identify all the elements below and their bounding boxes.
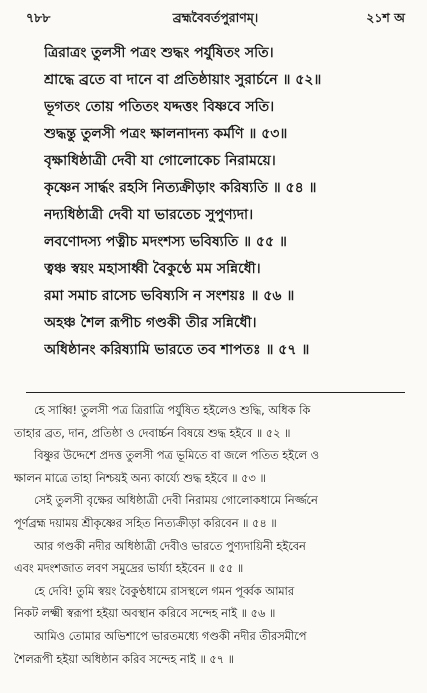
commentary-line: তাহার ব্রত, দান, প্রতিষ্ঠা ও দেবার্চ্চন বিষয়ে শুদ্ধ হইবে ॥ ৫২ ॥ [14, 426, 291, 440]
verse-line: রমা সমাচ রাসেচ ভবিষ্যসি ন সংশয়ঃ ॥ ৫৬ ॥ [44, 288, 295, 304]
verse-line: ত্বঞ্চ স্বয়ং মহাসাধ্বী বৈকুণ্ঠে মম সন্নিধৌ। [44, 261, 261, 277]
commentary-line: নিকট লক্ষ্মী স্বরূপা হইয়া অবস্থান করিবে সন্দেহ নাই ॥ ৫৬ ॥ [14, 607, 276, 621]
commentary-line: আর গণ্ডকী নদীর অধিষ্ঠাত্রী দেবীও ভারতে পুণ্যদায়িনী হইবেন [34, 539, 306, 553]
verse-line: লবণোদস্য পত্নীচ মদংশস্য ভবিষ্যতি ॥ ৫৫ ॥ [44, 234, 287, 250]
verse-line: ত্রিরাত্রং তুলসী পত্রং শুদ্ধং পর্যুষিতং সতি। [44, 45, 274, 61]
commentary-line: শৈলরূপী হইয়া অধিষ্ঠান করিব সন্দেহ নাই ॥ ৫৭ ॥ [14, 652, 234, 666]
commentary-line: হে দেবি! তুমি স্বয়ং বৈকুণ্ঠধামে রাসস্থলে গমন পূর্ব্বক আমার [34, 584, 295, 598]
running-title: ব্রহ্মবৈবর্তপুরাণম্‌। [172, 10, 259, 25]
commentary-line: পূর্ণব্রহ্ম দয়াময় শ্রীকৃষ্ণের সহিত নিত্যক্রীড়া করিবেন ॥ ৫৪ ॥ [14, 516, 277, 530]
commentary-line: হে সাধ্বি! তুলসী পত্র ত্রিরাত্রি পর্যুষিত হইলেও শুদ্ধি, অধিক কি [34, 404, 311, 417]
commentary-line: বিষ্ণুর উদ্দেশে প্রদত্ত তুলসী পত্র ভূমিতে বা জলে পতিত হইলে ও [34, 449, 319, 463]
chapter-label: ২১শ অ [366, 10, 405, 25]
page-header [26, 10, 405, 30]
verse-line: নদ্যধিষ্ঠাত্রী দেবী যা ভারতেচ সুপুণ্যদা। [44, 207, 254, 223]
verse-block [44, 40, 413, 364]
commentary-line: আমিও তোমার অভিশাপে ভারতমধ্যে গণ্ডকী নদীর তীরসমীপে [34, 629, 307, 643]
verse-line: শুদ্ধন্তু তুলসী পত্রং ক্ষালনাদন্য কর্মণি ॥ ৫৩॥ [44, 126, 288, 142]
page-number: ৭৮৮ [26, 10, 51, 25]
verse-line: অধিষ্ঠানং করিষ্যামি ভারতে তব শাপতঃ ॥ ৫৭ ॥ [44, 342, 310, 358]
verse-line: ভূগতং তোয় পতিতং যদ্দত্তং বিষ্ণবে সতি। [44, 99, 275, 115]
verse-line: অহঞ্চ শৈল রূপীচ গণ্ডকী তীর সন্নিধৌ। [44, 315, 257, 331]
verse-line: কৃষ্ণেন সার্দ্ধং রহসি নিত্যক্রীড়াং করিষ্যতি ॥ ৫৪ ॥ [44, 180, 317, 196]
section-divider [26, 392, 405, 393]
verse-line: শ্রাদ্ধে ব্রতে বা দানে বা প্রতিষ্ঠায়াং সুরার্চনে ॥ ৫২॥ [44, 72, 322, 88]
commentary-block [14, 400, 415, 671]
verse-line: বৃক্ষাধিষ্ঠাত্রী দেবী যা গোলোকেচ নিরাময়ে। [44, 153, 276, 169]
commentary-line: সেই তুলসী বৃক্ষের অধিষ্ঠাত্রী দেবী নিরাময় গোলোকধামে নির্জ্জনে [34, 494, 318, 508]
commentary-line: এবং মদংশজাত লবণ সমুদ্রের ভার্য্যা হইবেন ॥ ৫৫ ॥ [14, 562, 244, 576]
commentary-line: ক্ষালন মাত্রে তাহা নিশ্চয়ই অন্য কার্য্যে শুদ্ধ হইবে ॥ ৫৩ ॥ [14, 471, 266, 485]
